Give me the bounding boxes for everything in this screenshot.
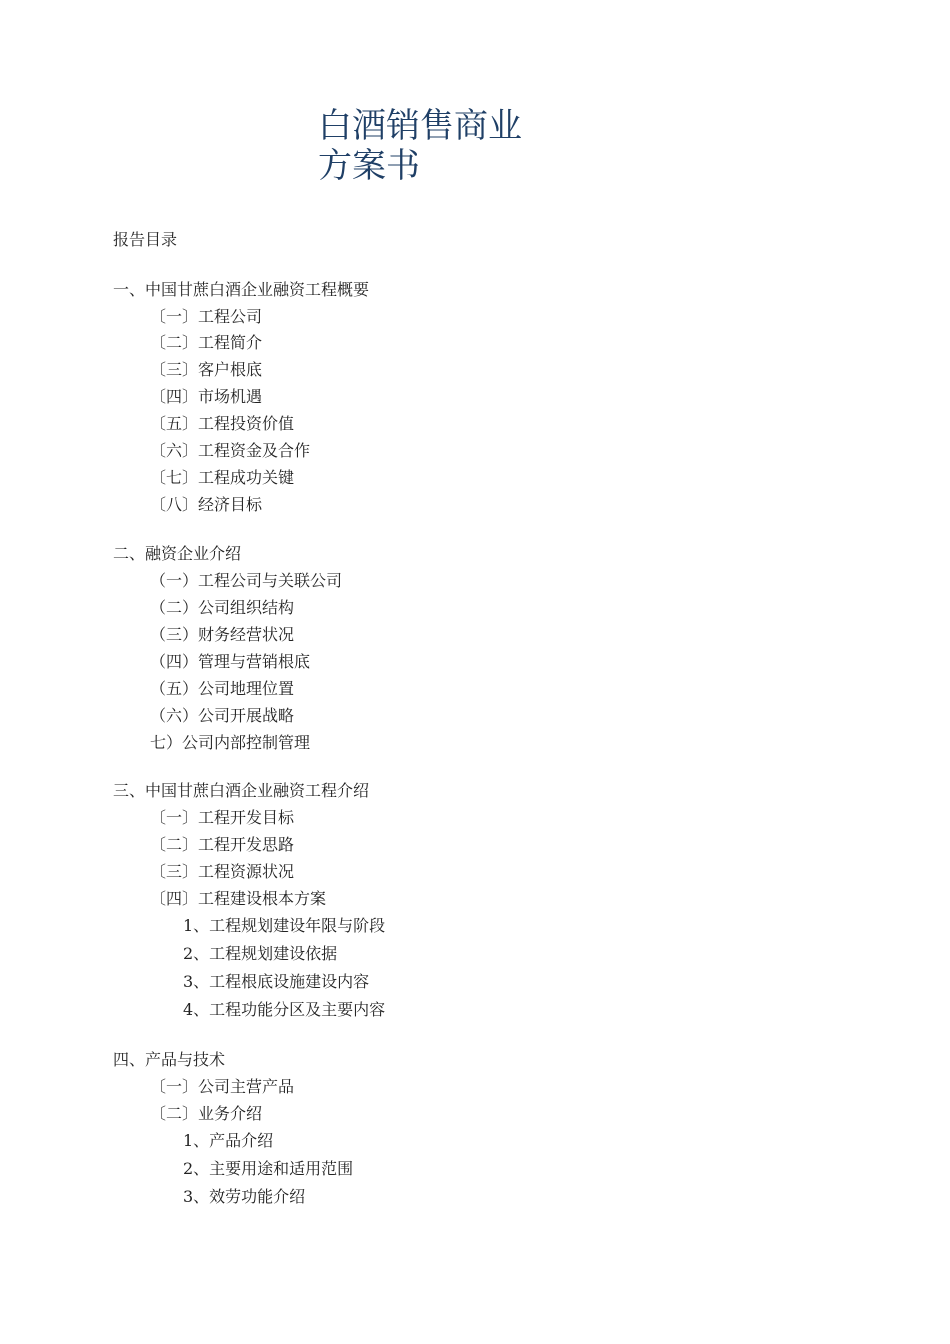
toc-section-3: 三、中国甘蔗白酒企业融资工程介绍 <box>113 781 370 800</box>
toc-heading: 报告目录 <box>113 230 178 249</box>
toc-subitem: 4、工程功能分区及主要内容 <box>183 1000 386 1019</box>
toc-item: 〔三〕工程资源状况 <box>150 862 295 881</box>
toc-item: 〔六〕工程资金及合作 <box>150 441 311 460</box>
toc-item: 〔五〕工程投资价值 <box>150 414 295 433</box>
toc-item: （一）工程公司与关联公司 <box>150 571 343 590</box>
title-line-1: 白酒销售商业 <box>318 106 522 146</box>
toc-item: 〔一〕公司主营产品 <box>150 1077 295 1096</box>
toc-item: （四）管理与营销根底 <box>150 652 311 671</box>
toc-subitem: 1、工程规划建设年限与阶段 <box>183 916 386 935</box>
toc-section-4: 四、产品与技术 <box>113 1050 226 1069</box>
toc-section-1: 一、中国甘蔗白酒企业融资工程概要 <box>113 280 370 299</box>
toc-subitem: 3、工程根底设施建设内容 <box>183 972 370 991</box>
title-line-2: 方案书 <box>318 146 420 186</box>
toc-item: （三）财务经营状况 <box>150 625 295 644</box>
toc-item: 〔七〕工程成功关键 <box>150 468 295 487</box>
toc-subitem: 2、工程规划建设依据 <box>183 944 338 963</box>
toc-item: 〔三〕客户根底 <box>150 360 263 379</box>
toc-item: （六）公司开展战略 <box>150 706 295 725</box>
document-title <box>318 106 522 186</box>
toc-item: 〔四〕市场机遇 <box>150 387 263 406</box>
toc-item: （五）公司地理位置 <box>150 679 295 698</box>
toc-subitem: 1、产品介绍 <box>183 1131 274 1150</box>
toc-item: 七）公司内部控制管理 <box>150 733 311 752</box>
toc-item: 〔二〕工程开发思路 <box>150 835 295 854</box>
toc-item: 〔一〕工程开发目标 <box>150 808 295 827</box>
toc-item: 〔八〕经济目标 <box>150 495 263 514</box>
toc-item: 〔二〕工程简介 <box>150 333 263 352</box>
toc-item: 〔一〕工程公司 <box>150 307 263 326</box>
toc-item: 〔二〕业务介绍 <box>150 1104 263 1123</box>
toc-item: 〔四〕工程建设根本方案 <box>150 889 327 908</box>
toc-item: （二）公司组织结构 <box>150 598 295 617</box>
toc-section-2: 二、融资企业介绍 <box>113 544 242 563</box>
toc-subitem: 2、主要用途和适用范围 <box>183 1159 354 1178</box>
toc-subitem: 3、效劳功能介绍 <box>183 1187 306 1206</box>
